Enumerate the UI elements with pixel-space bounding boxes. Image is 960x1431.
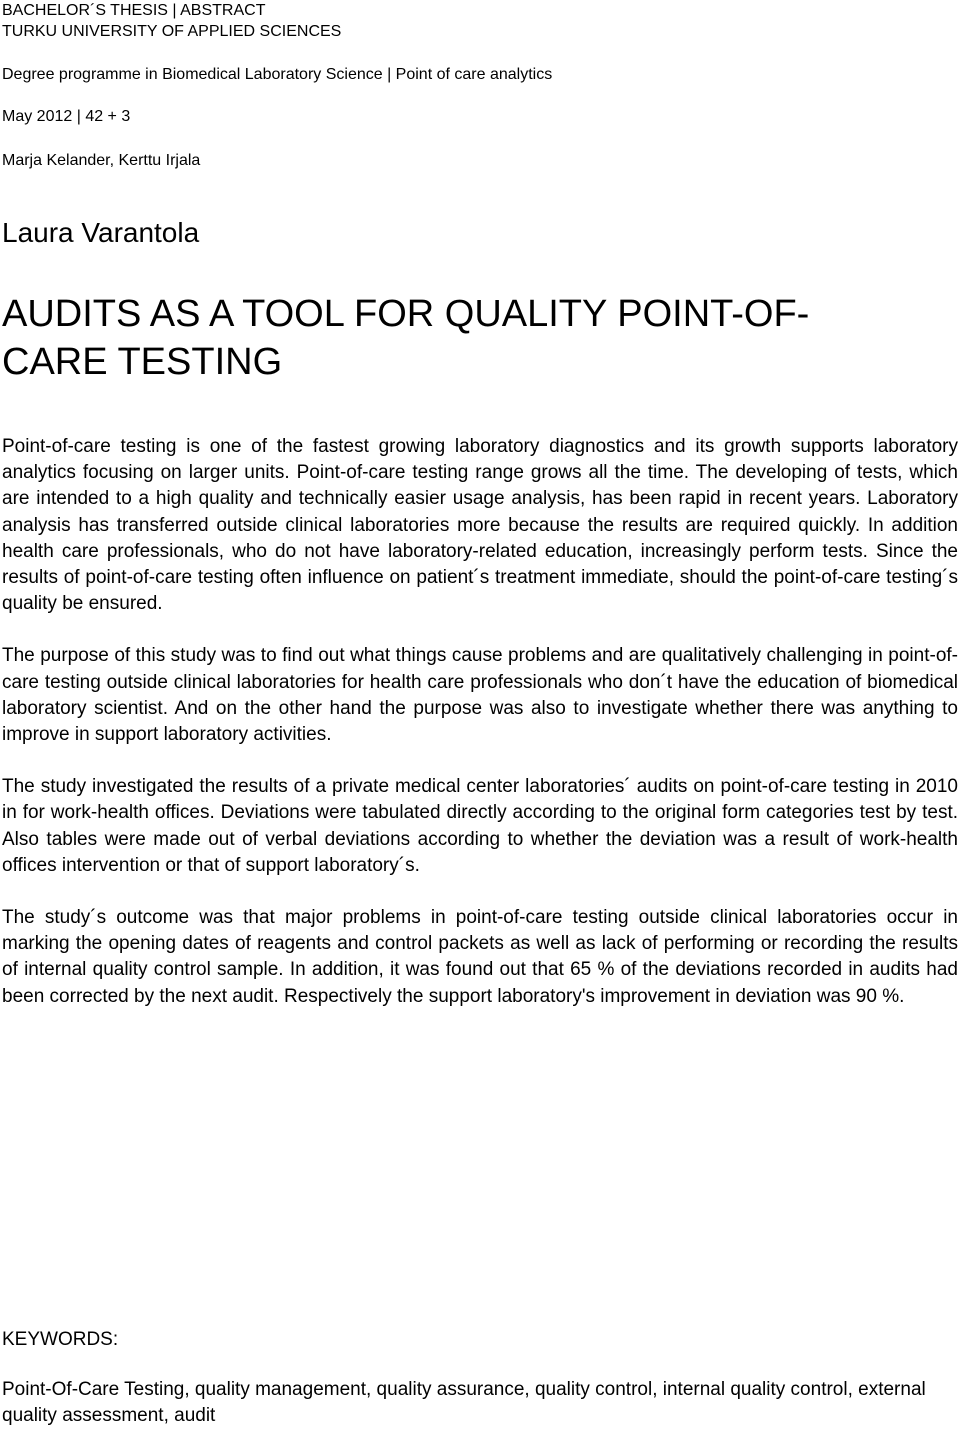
keywords-list: Point-Of-Care Testing, quality management, quality assurance, quality control, internal quality control, external quality assessment, audit [2, 1379, 926, 1426]
abstract-paragraph-1: Point-of-care testing is one of the fastest growing laboratory diagnostics and its growth supports laboratory analytics focusing on larger units. Point-of-care testing range grows all the time. The developing of tests, which are intended to a high quality and technically easier usage analysis, has been rapid in recent years. Laboratory analysis has transferred outside clinical laboratories more because the results are required quickly. In addition health care professionals, who do not have laboratory-related education, increasingly perform tests. Since the results of point-of-care testing often influence on patient´s treatment immediate, should the point-of-care testing´s quality be ensured. [2, 436, 958, 615]
thesis-type: BACHELOR´S THESIS | ABSTRACT [2, 2, 266, 19]
degree-programme: Degree programme in Biomedical Laboratory Science | Point of care analytics [2, 66, 553, 83]
abstract-paragraph-4: The study´s outcome was that major problems in point-of-care testing outside clinical laboratories occur in marking the opening dates of reagents and control packets as well as lack of performing or recording the results of internal quality control sample. In addition, it was found out that 65 % of the deviations recorded in audits had been corrected by the next audit. Respectively the support laboratory's improvement in deviation was 90 %. [2, 907, 958, 1007]
abstract-paragraph-2: The purpose of this study was to find out what things cause problems and are qualitatively challenging in point-of-care testing outside clinical laboratories for health care professionals who don´t have the education of biomedical laboratory scientist. And on the other hand the purpose was also to investigate whether there was anything to improve in support laboratory activities. [2, 645, 958, 746]
keywords-label: KEYWORDS: [2, 1329, 119, 1350]
thesis-title: AUDITS AS A TOOL FOR QUALITY POINT-OF-CARE TESTING [2, 293, 810, 383]
abstract-page [2, 0, 958, 1036]
author-name: Laura Varantola [2, 217, 200, 248]
date-and-pages: May 2012 | 42 + 3 [2, 108, 131, 125]
supervisors: Marja Kelander, Kerttu Irjala [2, 152, 201, 169]
abstract-paragraph-3: The study investigated the results of a private medical center laboratories´ audits on point-of-care testing in 2010 in for work-health offices. Deviations were tabulated directly according to the original form categories test by test. Also tables were made out of verbal deviations according to whether the deviation was a result of work-health offices intervention or that of support laboratory´s. [2, 776, 958, 876]
abstract-body [2, 434, 958, 1010]
university-name: TURKU UNIVERSITY OF APPLIED SCIENCES [2, 23, 342, 40]
